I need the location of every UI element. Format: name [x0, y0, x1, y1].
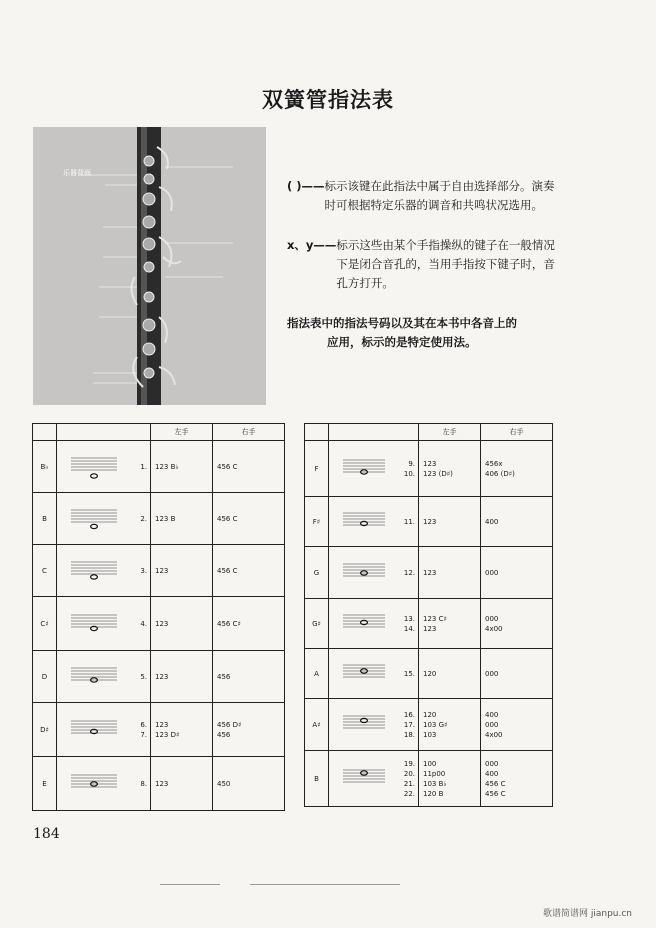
- legend-note: [287, 314, 557, 352]
- scan-artifact: [250, 884, 400, 885]
- staff-cell: [329, 649, 419, 699]
- page-number: 184: [33, 826, 60, 842]
- xy-text: 标示这些由某个手指操纵的键子在一般情况下是闭合音孔的，当用手指按下键子时，音孔方打开。: [336, 238, 555, 290]
- blank-header: [329, 424, 419, 441]
- table-row: [33, 703, 285, 757]
- legend-xy: [287, 236, 557, 293]
- staff-cell: [329, 441, 419, 497]
- right-hand-fingering: 450: [213, 757, 285, 811]
- music-staff: [329, 764, 399, 794]
- right-hand-fingering: 400 000 4x00: [481, 699, 553, 751]
- fingering-number: 1.: [140, 462, 147, 471]
- note-name: A: [305, 649, 329, 699]
- staff-cell: [57, 703, 151, 757]
- table-row: [305, 751, 553, 807]
- left-hand-fingering: 123: [151, 545, 213, 597]
- staff-cell: [329, 599, 419, 649]
- staff-cell: [57, 545, 151, 597]
- fingering-number: 11.: [403, 517, 415, 526]
- fingering-table-right: [304, 423, 553, 807]
- right-hand-fingering: 456 D♯ 456: [213, 703, 285, 757]
- fingering-number: 6. 7.: [140, 720, 147, 739]
- table-header: [305, 424, 553, 441]
- staff-cell: [57, 493, 151, 545]
- note-head: [91, 574, 98, 578]
- note-name: D: [33, 651, 57, 703]
- note-name: G: [305, 547, 329, 599]
- note-name: B: [33, 493, 57, 545]
- note-head: [91, 473, 98, 477]
- staff-cell: [329, 547, 419, 599]
- music-staff: [329, 454, 399, 484]
- music-staff: [57, 609, 131, 639]
- left-hand-header: 左手: [151, 424, 213, 441]
- staff-cell: [329, 497, 419, 547]
- table-row: [33, 651, 285, 703]
- music-staff: [329, 507, 399, 537]
- fingering-number: 5.: [140, 672, 147, 681]
- music-staff: [329, 609, 399, 639]
- left-hand-fingering: 123 123 D♯: [151, 703, 213, 757]
- staff-cell: [57, 651, 151, 703]
- music-staff: [57, 504, 131, 534]
- music-staff: [329, 710, 399, 740]
- photo-label: 乐器背面: [63, 169, 91, 177]
- table-row: [305, 649, 553, 699]
- table-row: [305, 699, 553, 751]
- right-hand-fingering: 456: [213, 651, 285, 703]
- right-hand-fingering: 456x 406 (D♯): [481, 441, 553, 497]
- note-name: F: [305, 441, 329, 497]
- right-hand-fingering: 000: [481, 649, 553, 699]
- right-hand-fingering: 000 400 456 C 456 C: [481, 751, 553, 807]
- left-hand-fingering: 100 11p00 103 B♭ 120 B: [419, 751, 481, 807]
- fingering-number: 4.: [140, 619, 147, 628]
- right-hand-header: 右手: [213, 424, 285, 441]
- right-hand-header: 右手: [481, 424, 553, 441]
- scan-artifact: [160, 884, 220, 885]
- left-hand-fingering: 120: [419, 649, 481, 699]
- music-staff: [329, 558, 399, 588]
- table-row: [33, 597, 285, 651]
- table-row: [33, 493, 285, 545]
- right-hand-fingering: 456 C: [213, 441, 285, 493]
- paren-text: 标示该键在此指法中属于自由选择部分。演奏时可根据特定乐器的调音和共鸣状况选用。: [324, 179, 555, 212]
- right-hand-fingering: 400: [481, 497, 553, 547]
- fingering-number: 8.: [140, 779, 147, 788]
- fingering-number: 3.: [140, 566, 147, 575]
- table-row: [33, 757, 285, 811]
- staff-cell: [57, 757, 151, 811]
- table-row: [305, 497, 553, 547]
- fingering-number: 13. 14.: [403, 614, 415, 633]
- table-row: [305, 599, 553, 649]
- left-hand-fingering: 123: [151, 597, 213, 651]
- music-staff: [57, 556, 131, 586]
- fingering-number: 9. 10.: [403, 459, 415, 478]
- fingering-number: 16. 17. 18.: [403, 710, 415, 739]
- paren-symbol: ( )——: [287, 179, 325, 193]
- right-hand-fingering: 456 C♯: [213, 597, 285, 651]
- fingering-number: 2.: [140, 514, 147, 523]
- right-hand-fingering: 000 4x00: [481, 599, 553, 649]
- left-hand-fingering: 123 B: [151, 493, 213, 545]
- note-name: B: [305, 751, 329, 807]
- table-row: [33, 441, 285, 493]
- right-hand-fingering: 456 C: [213, 493, 285, 545]
- left-hand-fingering: 123 C♯ 123: [419, 599, 481, 649]
- oboe-photo: [33, 127, 266, 405]
- watermark: 歌谱简谱网 jianpu.cn: [542, 909, 632, 919]
- note-name: A♯: [305, 699, 329, 751]
- note-name: D♯: [33, 703, 57, 757]
- note-name: C: [33, 545, 57, 597]
- legend: [287, 177, 557, 352]
- note-name: B♭: [33, 441, 57, 493]
- legend-paren: [287, 177, 557, 215]
- fingering-number: 15.: [403, 669, 415, 678]
- blank-header: [33, 424, 57, 441]
- xy-symbol: x、y——: [287, 238, 337, 252]
- left-hand-fingering: 123: [419, 497, 481, 547]
- right-hand-fingering: 456 C: [213, 545, 285, 597]
- note-name: C♯: [33, 597, 57, 651]
- left-hand-fingering: 123 123 (D♯): [419, 441, 481, 497]
- left-hand-fingering: 123: [419, 547, 481, 599]
- music-staff: [57, 662, 131, 692]
- note-line-2: 应用，标示的是特定使用法。: [327, 335, 477, 349]
- note-name: E: [33, 757, 57, 811]
- note-name: F♯: [305, 497, 329, 547]
- table-row: [305, 547, 553, 599]
- fingering-number: 19. 20. 21. 22.: [403, 759, 415, 798]
- fingering-number: 12.: [403, 568, 415, 577]
- music-staff: [329, 659, 399, 689]
- staff-cell: [57, 597, 151, 651]
- note-line-1: 指法表中的指法号码以及其在本书中各音上的: [287, 316, 517, 330]
- music-staff: [57, 452, 131, 482]
- left-hand-fingering: 123: [151, 651, 213, 703]
- note-name: G♯: [305, 599, 329, 649]
- staff-cell: [57, 441, 151, 493]
- table-header: [33, 424, 285, 441]
- left-hand-header: 左手: [419, 424, 481, 441]
- table-row: [305, 441, 553, 497]
- music-staff: [57, 769, 131, 799]
- right-hand-fingering: 000: [481, 547, 553, 599]
- left-hand-fingering: 120 103 G♯ 103: [419, 699, 481, 751]
- note-head: [91, 524, 98, 528]
- table-row: [33, 545, 285, 597]
- music-staff: [57, 715, 131, 745]
- page-title: 双簧管指法表: [262, 88, 394, 112]
- left-hand-fingering: 123: [151, 757, 213, 811]
- left-hand-fingering: 123 B♭: [151, 441, 213, 493]
- blank-header: [57, 424, 151, 441]
- fingering-table-left: [32, 423, 285, 811]
- staff-cell: [329, 751, 419, 807]
- blank-header: [305, 424, 329, 441]
- staff-cell: [329, 699, 419, 751]
